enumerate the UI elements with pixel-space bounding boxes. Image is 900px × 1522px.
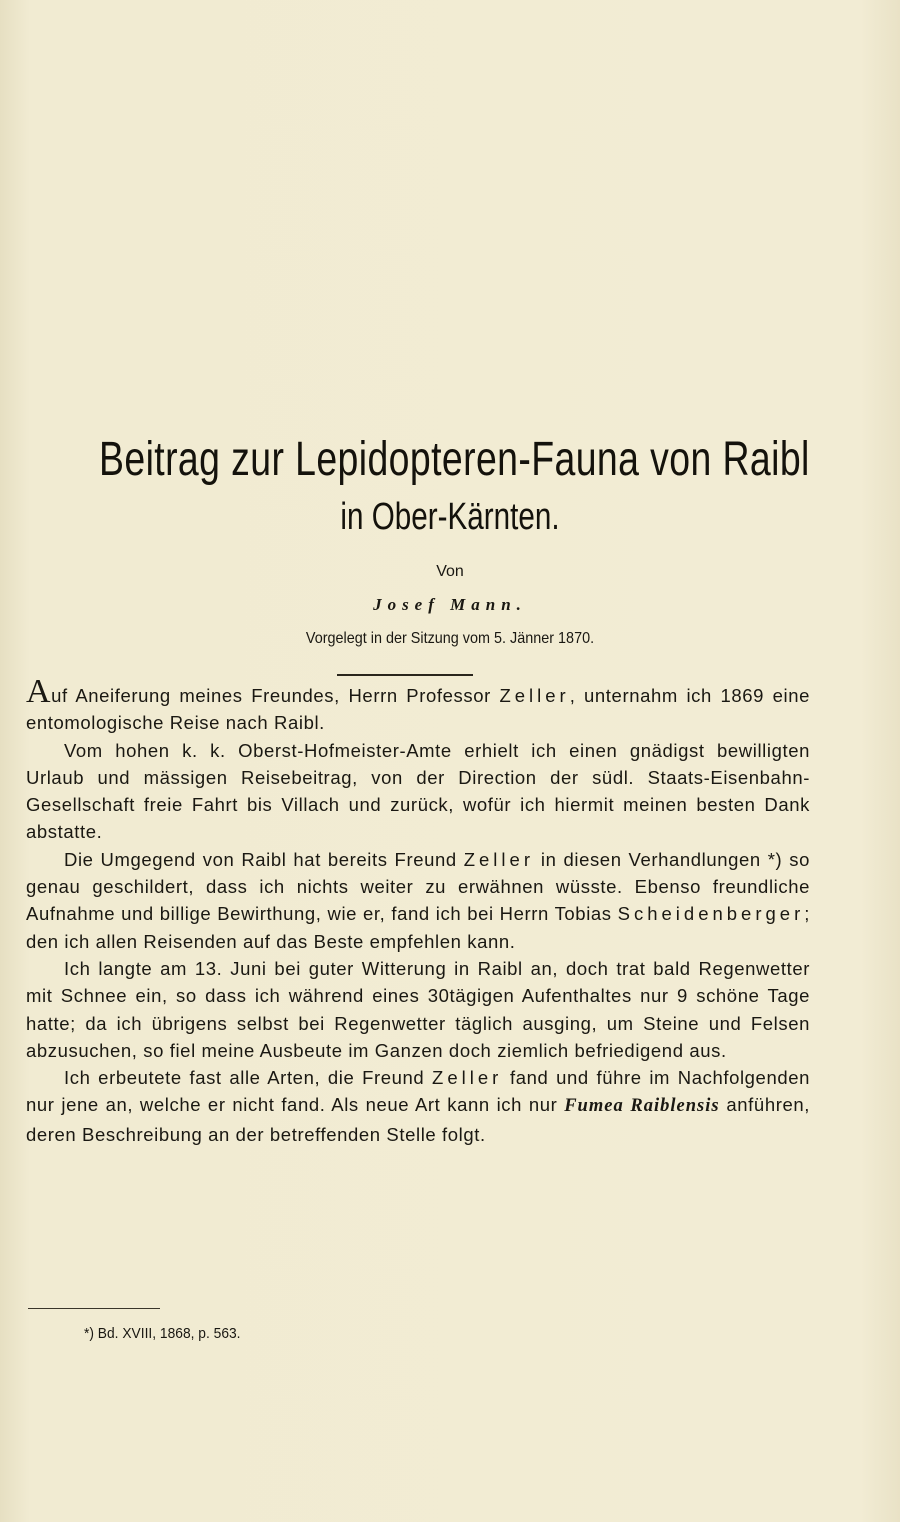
paragraph-5-text-b: fand und führe im Nachfolgenden nur jene an, welche er nicht fand. Als neue Art kann ich nur xyxy=(26,1067,810,1116)
article-subtitle: in Ober-Kärnten. xyxy=(340,496,560,538)
paragraph-5-text-a: Ich erbeutete fast alle Arten, die Freund xyxy=(64,1067,433,1089)
paragraph-3-text-b: in diesen Verhandlungen *) so genau geschildert, dass ich nichts weiter zu erwähnen wüsste. Ebenso freundliche Aufnahme und billige Bewirthung, wie er, fand ich bei Herrn Tobias xyxy=(26,848,810,925)
person-name-scheidenberger: Scheidenberger xyxy=(617,903,805,925)
person-name-zeller: Zeller xyxy=(432,1067,503,1089)
species-name: Fumea Raiblensis xyxy=(564,1096,720,1117)
paragraph-2: Vom hohen k. k. Oberst-Hofmeister-Amte erhielt ich einen gnädigst bewilligten Urlaub und mässigen Reisebeitrag, von der Direction der südl. Staats-Eisenbahn-Gesellschaft freie Fahrt bis Villach und zurück, wofür ich hiermit meinen besten Dank abstatte. xyxy=(26,739,810,843)
person-name-zeller: Zeller xyxy=(499,685,570,706)
footnote-divider xyxy=(28,1308,160,1309)
paragraph-5-text-c: anführen, deren Beschreibung an der betreffenden Stelle folgt. xyxy=(26,1094,810,1145)
article-title: Beitrag zur Lepidopteren-Fauna von Raibl xyxy=(99,433,810,486)
paragraph-1-text-a: uf Aneiferung meines Freundes, Herrn Professor xyxy=(51,685,500,706)
person-name-zeller: Zeller xyxy=(463,848,534,870)
drop-cap: A xyxy=(26,673,52,710)
paragraph-3-text-c: ; den ich allen Reisenden auf das Beste empfehlen kann. xyxy=(26,903,810,952)
paragraph-1 xyxy=(26,673,810,737)
footnote: *) Bd. XVIII, 1868, p. 563. xyxy=(84,1325,241,1342)
byline-prefix: Von xyxy=(436,563,464,580)
paragraph-4: Ich langte am 13. Juni bei guter Witterung in Raibl an, doch trat bald Regenwetter mit Schnee ein, so dass ich während eines 30tägigen Aufenthaltes nur 9 schöne Tage hatte; da ich übrigens selbst bei Regenwetter täglich ausging, um Steine und Felsen abzusuchen, so fiel meine Ausbeute im Ganzen doch ziemlich befriedigend aus. xyxy=(26,957,810,1061)
paragraph-3 xyxy=(26,846,810,955)
paragraph-3-text-a: Die Umgegend von Raibl hat bereits Freund xyxy=(64,848,464,870)
paragraph-1-text-b: , unternahm ich 1869 eine entomologische Reise nach Raibl. xyxy=(26,685,810,734)
presentation-note: Vorgelegt in der Sitzung vom 5. Jänner 1870. xyxy=(305,630,595,647)
author-name: Josef Mann. xyxy=(373,595,527,614)
article-body xyxy=(26,673,810,1148)
paragraph-5 xyxy=(26,1064,810,1148)
title-divider xyxy=(337,674,473,676)
